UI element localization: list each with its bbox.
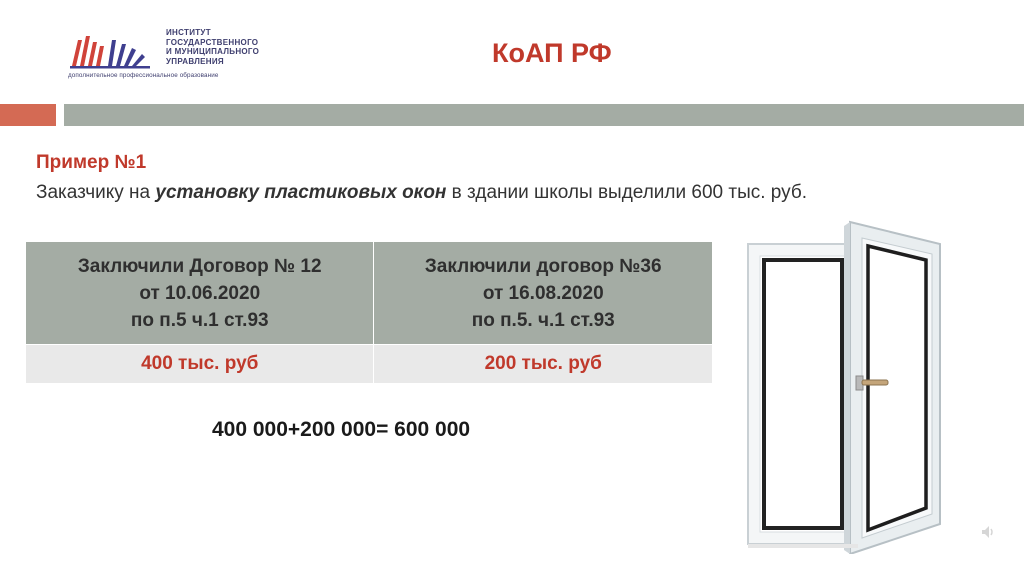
plastic-window-image xyxy=(740,214,950,554)
contract-line: от 10.06.2020 xyxy=(139,282,261,304)
contract-cell xyxy=(26,242,374,345)
example-text-before: Заказчику на xyxy=(36,182,156,203)
logo-line: УПРАВЛЕНИЯ xyxy=(166,56,224,66)
institute-logo xyxy=(68,28,308,84)
sum-equation: 400 000+200 000= 600 000 xyxy=(212,418,471,441)
contract-line: от 16.08.2020 xyxy=(482,282,604,304)
example-text-emphasis: установку пластиковых окон xyxy=(155,182,447,203)
book-stack-logo-icon xyxy=(68,32,160,70)
logo-subtitle: дополнительное профессиональное образование xyxy=(68,72,219,79)
table-row xyxy=(26,345,712,384)
contract-amount: 400 тыс. руб xyxy=(26,345,374,384)
logo-line: ИНСТИТУТ xyxy=(166,28,211,37)
logo-line: И МУНИЦИПАЛЬНОГО xyxy=(166,47,260,57)
slide-title: КоАП РФ xyxy=(492,38,612,68)
logo-name xyxy=(166,28,259,66)
table-row xyxy=(26,242,712,345)
contract-line: Заключили договор №36 xyxy=(424,255,662,277)
contract-cell xyxy=(374,242,712,345)
accent-bar-right xyxy=(64,104,1024,126)
example-text-after: в здании школы выделили 600 тыс. руб. xyxy=(446,182,808,203)
logo-line: ГОСУДАРСТВЕННОГО xyxy=(166,37,259,47)
sound-icon[interactable] xyxy=(980,524,996,540)
example-heading: Пример №1 xyxy=(36,152,147,173)
contracts-table xyxy=(26,242,712,383)
contract-line: по п.5 ч.1 ст.93 xyxy=(130,309,269,331)
contract-line: по п.5. ч.1 ст.93 xyxy=(471,309,615,331)
contract-line: Заключили Договор № 12 xyxy=(77,255,322,277)
example-description xyxy=(36,182,807,204)
contract-amount: 200 тыс. руб xyxy=(374,345,712,384)
accent-bar-left xyxy=(0,104,56,126)
